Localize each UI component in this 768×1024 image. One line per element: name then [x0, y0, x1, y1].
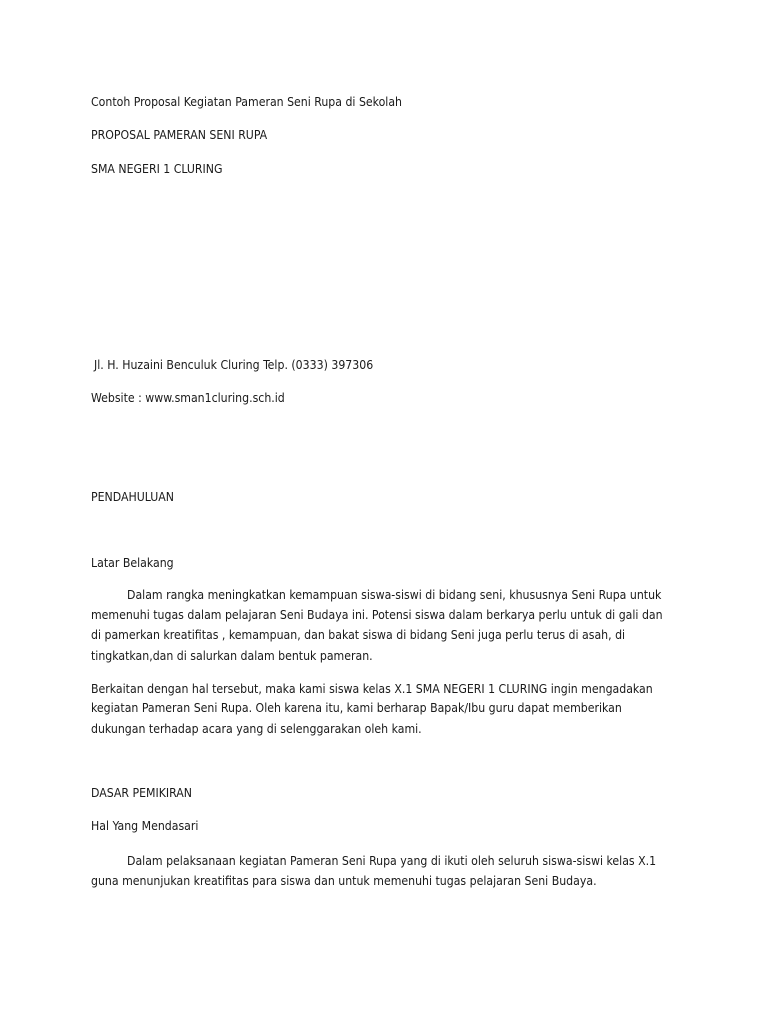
paragraph-line: Dalam pelaksanaan kegiatan Pameran Seni Rupa yang di ikuti oleh seluruh siswa-siswi kelas X.1	[127, 854, 657, 868]
proposal-heading: PROPOSAL PAMERAN SENI RUPA	[91, 128, 268, 142]
subsection-heading-latar-belakang: Latar Belakang	[91, 556, 174, 570]
subsection-heading-hal-yang-mendasari: Hal Yang Mendasari	[91, 819, 199, 833]
paragraph-line: guna menunjukan kreatifitas para siswa dan untuk memenuhi tugas pelajaran Seni Budaya.	[91, 874, 597, 888]
paragraph-line: tingkatkan,dan di salurkan dalam bentuk pameran.	[91, 649, 373, 663]
school-website: Website : www.sman1cluring.sch.id	[91, 391, 285, 405]
paragraph-line: Dalam rangka meningkatkan kemampuan siswa-siswi di bidang seni, khususnya Seni Rupa untuk	[127, 588, 662, 602]
paragraph-line: di pamerkan kreatifitas , kemampuan, dan bakat siswa di bidang Seni juga perlu terus di asah, di	[91, 628, 626, 642]
paragraph-line: dukungan terhadap acara yang di selenggarakan oleh kami.	[91, 722, 422, 736]
section-heading-pendahuluan: PENDAHULUAN	[91, 490, 174, 504]
paragraph-line: memenuhi tugas dalam pelajaran Seni Budaya ini. Potensi siswa dalam berkarya perlu untuk di gali dan	[91, 608, 663, 622]
document-title: Contoh Proposal Kegiatan Pameran Seni Rupa di Sekolah	[91, 95, 403, 109]
school-name: SMA NEGERI 1 CLURING	[91, 162, 223, 176]
school-address: Jl. H. Huzaini Benculuk Cluring Telp. (0333) 397306	[94, 358, 374, 372]
paragraph-line: kegiatan Pameran Seni Rupa. Oleh karena itu, kami berharap Bapak/Ibu guru dapat memberikan	[91, 701, 622, 715]
paragraph-line: Berkaitan dengan hal tersebut, maka kami siswa kelas X.1 SMA NEGERI 1 CLURING ingin mengadakan	[91, 682, 653, 696]
section-heading-dasar-pemikiran: DASAR PEMIKIRAN	[91, 786, 192, 800]
